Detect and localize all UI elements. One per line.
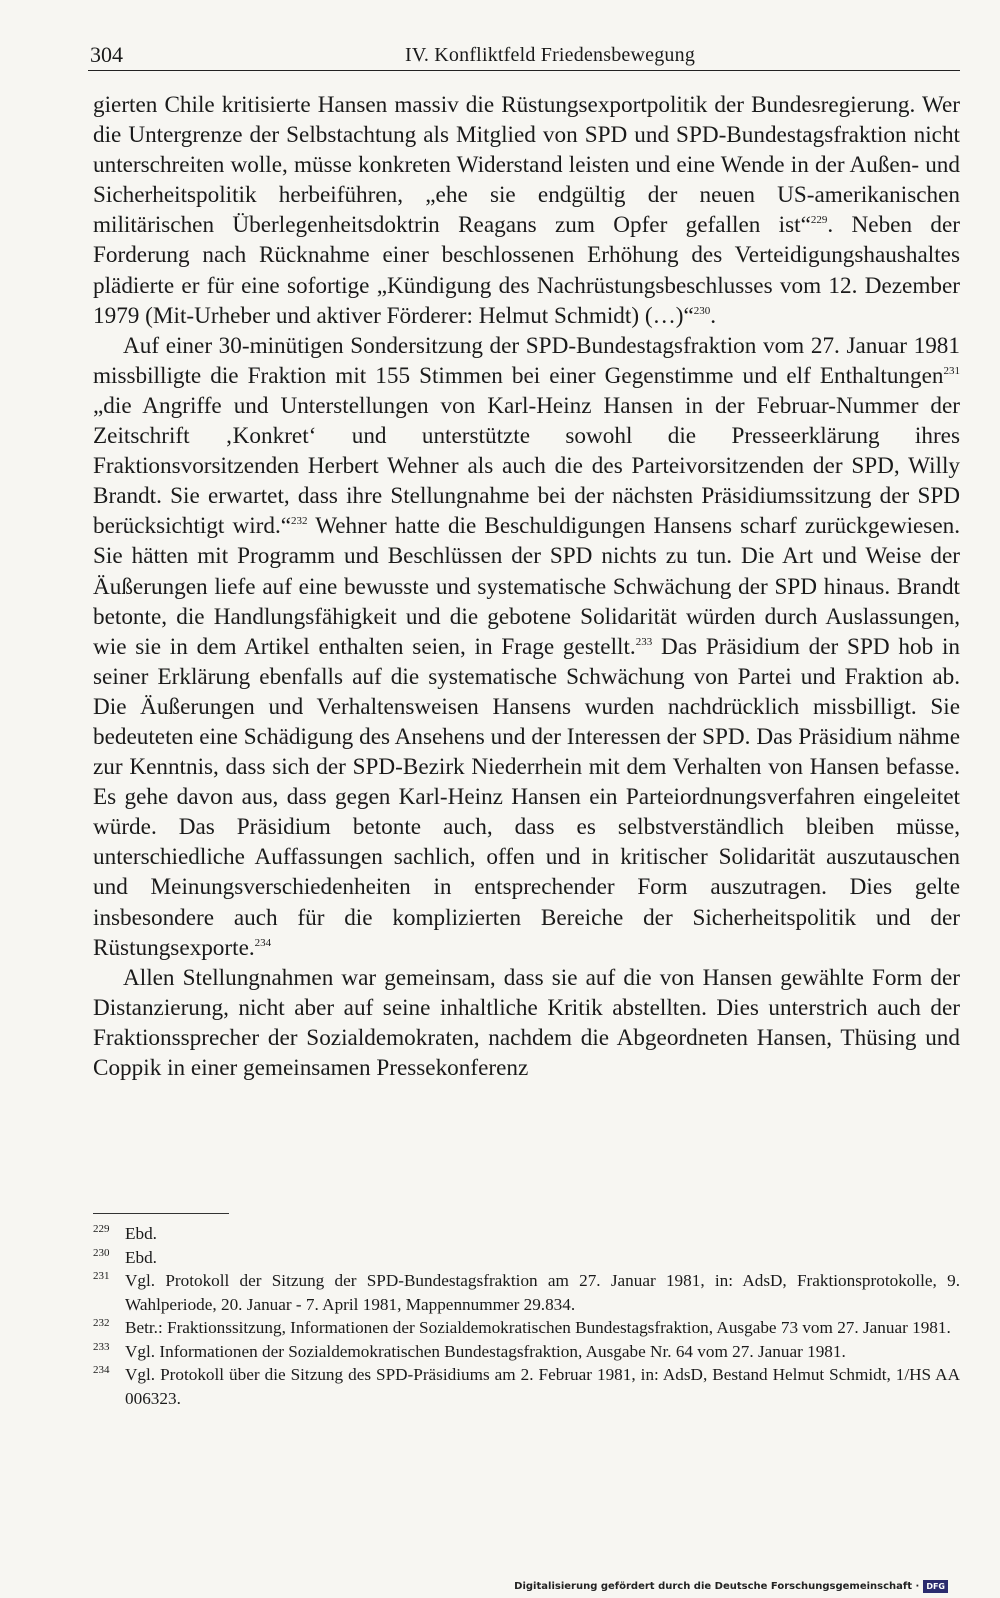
credit-text: Digitalisierung gefördert durch die Deutsche Forschungsgemeinschaft ·	[514, 1581, 920, 1592]
paragraph-text: Das Präsidium der SPD hob in seiner Erklärung ebenfalls auf die systematische Schwächung von Partei und Fraktion ab. Die Äußerungen und Verhaltensweisen Hansens wurden nachdrücklich missbilligt. Sie bedeuteten eine Schädigung des Ansehens und der Interessen der SPD. Das Präsidium nähme zur Kenntnis, dass sich der SPD-Bezirk Niederrhein mit dem Verhalten von Hansen befasse. Es gehe davon aus, dass gegen Karl-Heinz Hansen ein Parteiordnungsverfahren eingeleitet würde. Das Präsidium betonte auch, dass es selbstverständlich bleiben müsse, unterschiedliche Auffassungen sachlich, offen und in kritischer Solidarität auszutauschen und Meinungsverschiedenheiten in entsprechender Form auszutragen. Dies gelte insbesondere auch für die komplizierten Bereiche der Sicherheitspolitik und der Rüstungsexporte.	[93, 633, 960, 961]
footnote-229	[93, 1222, 960, 1246]
paragraph-text: Wehner hatte die Beschuldigungen Hansens scharf zurückgewiesen. Sie hätten mit Programm und Beschlüssen der SPD nichts zu tun. Die Art und Weise der Äußerungen liefe auf eine bewusste und systematische Schwächung der SPD hinaus. Brandt betonte, die Handlungsfähigkeit und die gebotene Solidarität würden durch Auslassungen, wie sie in dem Artikel enthalten seien, in Frage gestellt.	[93, 513, 961, 660]
paragraph-text: Auf einer 30-minütigen Sondersitzung der SPD-Bundestagsfraktion vom 27. Januar 1981 missbilligte die Fraktion mit 155 Stimmen bei einer Gegenstimme und elf Enthaltungen	[93, 332, 960, 389]
header-rule	[88, 70, 960, 71]
footnote-234	[93, 1363, 960, 1410]
footnote-text: Betr.: Fraktionssitzung, Informationen der Sozialdemokratischen Bundestagsfraktion, Ausgabe 73 vom 27. Januar 1981.	[125, 1318, 951, 1337]
footnote-ref[interactable]: 231	[943, 364, 960, 377]
paragraph-text: Allen Stellungnahmen war gemeinsam, dass sie auf die von Hansen gewählte Form der Distanzierung, nicht aber auf seine inhaltliche Kritik abstellten. Dies unterstrich auch der Fraktionssprecher der Sozialdemokraten, nachdem die Abgeordneten Hansen, Thüsing und Coppik in einer gemeinsamen Pressekonferenz	[93, 964, 960, 1081]
paragraph-text: . Neben der Forderung nach Rücknahme einer beschlossenen Erhöhung des Verteidigungshaushaltes plädierte er für eine sofortige „Kündigung des Nachrüstungsbeschlusses vom 12. Dezember 1979 (Mit-Urheber und aktiver Förderer: Helmut Schmidt) (…)“	[93, 212, 961, 329]
paragraph-1	[93, 90, 960, 331]
footnote-text: Vgl. Informationen der Sozialdemokratischen Bundestagsfraktion, Ausgabe Nr. 64 vom 27. Januar 1981.	[125, 1341, 846, 1361]
dfg-logo: DFG	[923, 1580, 948, 1593]
paragraph-text: „die Angriffe und Unterstellungen von Karl-Heinz Hansen in der Februar-Nummer der Zeitschrift ‚Konkret‘ und unterstützte sowohl die Presseerklärung ihres Fraktionsvorsitzenden Herbert Wehner als auch die des Parteivorsitzenden der SPD, Willy Brandt. Sie erwartet, dass ihre Stellungnahme bei der nächsten Präsidiumssitzung der SPD berücksichtigt wird.“	[93, 392, 960, 540]
footnote-number: 234	[93, 1364, 110, 1376]
footnote-number: 229	[93, 1223, 110, 1235]
paragraph-2	[93, 331, 960, 963]
footnote-ref[interactable]: 233	[635, 635, 653, 648]
body-text	[93, 90, 960, 1083]
footnote-number: 231	[93, 1270, 110, 1282]
footnote-232	[93, 1316, 960, 1340]
footnote-ref[interactable]: 230	[693, 304, 711, 317]
footnote-rule	[93, 1213, 229, 1214]
footnote-231	[93, 1269, 960, 1316]
footnote-text: Ebd.	[125, 1224, 157, 1243]
footnote-number: 232	[93, 1317, 110, 1329]
footnote-233	[93, 1340, 960, 1364]
footnote-ref[interactable]: 232	[291, 515, 308, 528]
footnote-text: Ebd.	[125, 1247, 157, 1267]
footnote-number: 230	[93, 1246, 110, 1259]
paragraph-text: gierten Chile kritisierte Hansen massiv die Rüstungsexportpolitik der Bundesregierung. Wer die Untergrenze der Selbstachtung als Mitglied von SPD und SPD-Bundestagsfraktion nicht unterschreiten wolle, müsse konkreten Widerstand leisten und eine Wende in der Außen- und Sicherheitspolitik herbeiführen, „ehe sie endgültig der neuen US-amerikanischen militärischen Überlegenheitsdoktrin Reagans zum Opfer gefallen ist“	[93, 92, 960, 239]
footnote-ref[interactable]: 229	[810, 214, 828, 227]
page-number: 304	[90, 42, 123, 67]
running-head: IV. Konfliktfeld Friedensbewegung	[404, 44, 696, 66]
footnote-ref[interactable]: 234	[254, 936, 272, 949]
footnote-text: Vgl. Protokoll über die Sitzung des SPD-Präsidiums am 2. Februar 1981, in: AdsD, Bestand Helmut Schmidt, 1/HS AA 006323.	[125, 1365, 960, 1408]
paragraph-3	[93, 963, 960, 1083]
footnote-number: 233	[93, 1340, 110, 1353]
paragraph-text: .	[710, 302, 717, 329]
footnote-230	[93, 1246, 960, 1270]
footnote-text: Vgl. Protokoll der Sitzung der SPD-Bundestagsfraktion am 27. Januar 1981, in: AdsD, Fraktionsprotokolle, 9. Wahlperiode, 20. Januar - 7. April 1981, Mappennummer 29.834.	[125, 1271, 960, 1314]
digitization-credit	[514, 1580, 948, 1593]
footnotes	[93, 1222, 960, 1410]
